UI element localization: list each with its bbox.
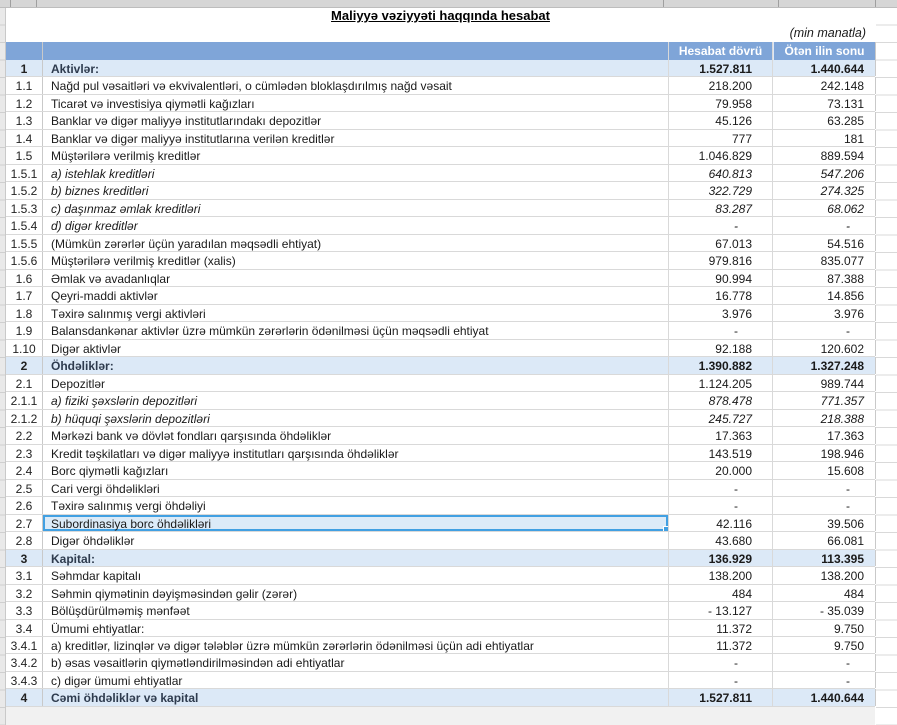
table-row[interactable] (6, 550, 875, 567)
row-period-value-cell[interactable]: 218.200 (669, 77, 773, 93)
row-label-text: Cəmi öhdəliklər və kapital (51, 691, 199, 706)
table-row[interactable] (6, 445, 875, 462)
row-number-cell[interactable]: 1.5.2 (6, 182, 43, 198)
row-label-cell[interactable] (43, 410, 669, 426)
row-number-cell[interactable]: 1.5.6 (6, 252, 43, 268)
row-label-text: a) istehlak kreditləri (51, 166, 155, 181)
row-label-cell[interactable] (43, 130, 669, 146)
row-period-value-cell[interactable]: - (669, 217, 773, 233)
row-label-cell[interactable] (43, 375, 669, 391)
table-row[interactable] (6, 532, 875, 549)
table-row[interactable] (6, 602, 875, 619)
row-label-text: Bölüşdürülməmiş mənfəət (51, 604, 190, 619)
area-below-table (6, 707, 875, 725)
row-period-value-cell[interactable]: 79.958 (669, 95, 773, 111)
row-prior-value-cell[interactable]: - (773, 217, 876, 233)
row-label-text: Digər öhdəliklər (51, 534, 135, 549)
table-row[interactable] (6, 112, 875, 129)
row-prior-value-cell[interactable]: 835.077 (773, 252, 876, 268)
row-label-cell[interactable] (43, 480, 669, 496)
row-prior-value-cell[interactable]: 73.131 (773, 95, 876, 111)
row-period-value-cell[interactable]: 83.287 (669, 200, 773, 216)
row-period-value-cell[interactable]: 1.046.829 (669, 147, 773, 163)
table-row[interactable] (6, 497, 875, 514)
table-row[interactable] (6, 357, 875, 374)
row-number-cell[interactable]: 2.6 (6, 497, 43, 513)
row-prior-value-cell[interactable]: 39.506 (773, 515, 876, 531)
row-label-text: a) kreditlər, lizinqlər və digər tələblər üzrə mümkün zərərlərin ödənilməsi üçün adi ehtiyatlar (51, 638, 534, 653)
row-prior-value-cell[interactable]: - 35.039 (773, 602, 876, 618)
row-number-cell[interactable]: 1.9 (6, 322, 43, 338)
row-label-text: (Mümkün zərərlər üçün yaradılan məqsədli ehtiyat) (51, 236, 322, 251)
row-label-text: Cari vergi öhdəlikləri (51, 481, 160, 496)
row-prior-value-cell[interactable]: 9.750 (773, 620, 876, 636)
row-label-cell[interactable] (43, 287, 669, 303)
table-row[interactable] (6, 217, 875, 234)
row-prior-value-cell[interactable]: 63.285 (773, 112, 876, 128)
row-label-cell[interactable] (43, 427, 669, 443)
row-number-cell[interactable]: 2.1.2 (6, 410, 43, 426)
row-label-cell[interactable] (43, 112, 669, 128)
row-label-cell[interactable] (43, 654, 669, 670)
row-label-cell[interactable] (43, 550, 669, 566)
row-prior-value-cell[interactable]: 87.388 (773, 270, 876, 286)
report-title (6, 7, 875, 24)
row-period-value-cell[interactable]: 484 (669, 585, 773, 601)
table-row[interactable] (6, 77, 875, 94)
table-row[interactable] (6, 462, 875, 479)
row-label-text: Subordinasiya borc öhdəlikləri (51, 516, 212, 531)
row-number-cell[interactable]: 1.5.1 (6, 165, 43, 181)
row-label-text: Müştərilərə verilmiş kreditlər (xalis) (51, 254, 236, 269)
table-row[interactable] (6, 270, 875, 287)
row-label-cell[interactable] (43, 567, 669, 583)
row-label-cell[interactable] (43, 532, 669, 548)
row-period-value-cell[interactable]: 1.527.811 (669, 60, 773, 76)
row-label-text: Aktivlər: (51, 62, 100, 76)
row-number-cell[interactable]: 2 (6, 357, 43, 373)
row-label-cell[interactable] (43, 689, 669, 705)
row-prior-value-cell[interactable]: 3.976 (773, 305, 876, 321)
row-period-value-cell[interactable]: 11.372 (669, 637, 773, 653)
row-number-cell[interactable]: 2.1.1 (6, 392, 43, 408)
row-period-value-cell[interactable]: 1.390.882 (669, 357, 773, 373)
table-row[interactable] (6, 340, 875, 357)
row-period-value-cell[interactable]: 322.729 (669, 182, 773, 198)
row-label-cell[interactable] (43, 672, 669, 688)
row-prior-value-cell[interactable]: 218.388 (773, 410, 876, 426)
row-number-cell[interactable]: 1.5.3 (6, 200, 43, 216)
table-row[interactable] (6, 567, 875, 584)
row-label-cell[interactable] (43, 217, 669, 233)
table-row[interactable] (6, 60, 875, 77)
row-period-value-cell[interactable]: - (669, 654, 773, 670)
row-prior-value-cell[interactable]: 138.200 (773, 567, 876, 583)
table-row[interactable] (6, 689, 875, 706)
row-period-value-cell[interactable]: 640.813 (669, 165, 773, 181)
row-label-text: Depozitlər (51, 376, 106, 391)
row-label-cell[interactable] (43, 340, 669, 356)
row-label-cell[interactable] (43, 252, 669, 268)
row-label-cell[interactable] (43, 60, 669, 76)
row-number-cell[interactable]: 3.4 (6, 620, 43, 636)
row-period-value-cell[interactable]: - (669, 672, 773, 688)
row-period-value-cell[interactable]: 16.778 (669, 287, 773, 303)
row-number-cell[interactable]: 1.2 (6, 95, 43, 111)
row-prior-value-cell[interactable]: 1.440.644 (773, 60, 876, 76)
row-number-cell[interactable]: 3.3 (6, 602, 43, 618)
table-row[interactable] (6, 95, 875, 112)
row-number-cell[interactable]: 1.8 (6, 305, 43, 321)
row-number-cell[interactable]: 3.4.1 (6, 637, 43, 653)
row-prior-value-cell[interactable]: 1.327.248 (773, 357, 876, 373)
row-period-value-cell[interactable]: - 13.127 (669, 602, 773, 618)
row-label-text: Kapital: (51, 551, 96, 566)
row-period-value-cell[interactable]: 45.126 (669, 112, 773, 128)
table-row[interactable] (6, 375, 875, 392)
row-label-text: Əmlak və avadanlıqlar (51, 271, 171, 286)
row-prior-value-cell[interactable]: 68.062 (773, 200, 876, 216)
row-label-cell[interactable] (43, 95, 669, 111)
row-number-cell[interactable]: 1.4 (6, 130, 43, 146)
row-number-cell[interactable]: 1.1 (6, 77, 43, 93)
row-label-text: Qeyri-maddi aktivlər (51, 289, 158, 304)
table-row[interactable] (6, 410, 875, 427)
row-prior-value-cell[interactable]: 17.363 (773, 427, 876, 443)
row-period-value-cell[interactable]: 67.013 (669, 235, 773, 251)
row-label-text: Müştərilərə verilmiş kreditlər (51, 149, 201, 164)
row-label-text: Səhmdar kapitalı (51, 569, 142, 584)
empty-right-column[interactable] (876, 8, 897, 725)
row-number-cell[interactable]: 1.7 (6, 287, 43, 303)
row-prior-value-cell[interactable]: 181 (773, 130, 876, 146)
row-label-cell[interactable] (43, 200, 669, 216)
row-period-value-cell[interactable]: - (669, 322, 773, 338)
unit-note-row (6, 24, 866, 42)
header-number-cell[interactable] (6, 42, 43, 60)
row-number-cell[interactable]: 3 (6, 550, 43, 566)
row-label-cell[interactable] (43, 620, 669, 636)
row-period-value-cell[interactable]: 143.519 (669, 445, 773, 461)
header-label-cell[interactable] (43, 42, 669, 60)
row-prior-value-cell[interactable]: - (773, 672, 876, 688)
row-label-cell[interactable] (43, 602, 669, 618)
row-number-cell[interactable]: 1.5 (6, 147, 43, 163)
table-row[interactable] (6, 252, 875, 269)
row-prior-value-cell[interactable]: 198.946 (773, 445, 876, 461)
row-prior-value-cell[interactable]: 1.440.644 (773, 689, 876, 705)
row-label-text: Öhdəliklər: (51, 359, 114, 374)
row-number-cell[interactable]: 3.2 (6, 585, 43, 601)
row-label-cell[interactable] (43, 585, 669, 601)
row-prior-value-cell[interactable]: 9.750 (773, 637, 876, 653)
row-period-value-cell[interactable]: 20.000 (669, 462, 773, 478)
row-label-text: Mərkəzi bank və dövlət fondları qarşısında öhdəliklər (51, 429, 332, 444)
row-label-cell[interactable] (43, 305, 669, 321)
row-prior-value-cell[interactable]: - (773, 654, 876, 670)
row-number-cell[interactable]: 1.5.4 (6, 217, 43, 233)
row-label-text: Borc qiymətli kağızları (51, 464, 169, 479)
row-number-cell[interactable]: 3.4.3 (6, 672, 43, 688)
row-prior-value-cell[interactable]: 15.608 (773, 462, 876, 478)
row-prior-value-cell[interactable]: 771.357 (773, 392, 876, 408)
row-label-cell[interactable] (43, 445, 669, 461)
row-label-cell[interactable] (43, 462, 669, 478)
table-row[interactable] (6, 672, 875, 689)
row-label-cell[interactable] (43, 497, 669, 513)
row-period-value-cell[interactable]: - (669, 497, 773, 513)
row-label-text: a) fiziki şəxslərin depozitləri (51, 394, 198, 409)
row-period-value-cell[interactable]: - (669, 480, 773, 496)
table-row[interactable] (6, 392, 875, 409)
row-prior-value-cell[interactable]: 547.206 (773, 165, 876, 181)
row-label-text: b) biznes kreditləri (51, 184, 149, 199)
row-number-cell[interactable]: 2.7 (6, 515, 43, 531)
row-prior-value-cell[interactable]: - (773, 480, 876, 496)
report-title-text: Maliyyə vəziyyəti haqqında hesabat (331, 8, 550, 23)
row-label-cell[interactable] (43, 637, 669, 653)
row-number-cell[interactable]: 2.3 (6, 445, 43, 461)
row-number-cell[interactable]: 2.8 (6, 532, 43, 548)
row-number-cell[interactable]: 1 (6, 60, 43, 76)
table-row[interactable] (6, 287, 875, 304)
table-row[interactable] (6, 427, 875, 444)
row-prior-value-cell[interactable]: - (773, 322, 876, 338)
row-prior-value-cell[interactable]: 54.516 (773, 235, 876, 251)
row-label-text: b) əsas vəsaitlərin qiymətləndirilməsindən adi ehtiyatlar (51, 656, 345, 671)
row-label-text: Təxirə salınmış vergi aktivləri (51, 306, 206, 321)
row-period-value-cell[interactable]: 979.816 (669, 252, 773, 268)
table-row[interactable] (6, 147, 875, 164)
row-prior-value-cell[interactable]: 242.148 (773, 77, 876, 93)
column-header-prior[interactable]: Ötən ilin sonu (773, 42, 876, 60)
row-label-cell[interactable] (43, 322, 669, 338)
row-label-text: c) digər ümumi ehtiyatlar (51, 673, 183, 688)
row-number-cell[interactable]: 3.4.2 (6, 654, 43, 670)
row-period-value-cell[interactable]: 245.727 (669, 410, 773, 426)
table-row[interactable] (6, 165, 875, 182)
row-label-text: Ticarət və investisiya qiymətli kağızları (51, 96, 255, 111)
row-period-value-cell[interactable]: 1.527.811 (669, 689, 773, 705)
row-period-value-cell[interactable]: 136.929 (669, 550, 773, 566)
row-period-value-cell[interactable]: 90.994 (669, 270, 773, 286)
row-number-cell[interactable]: 2.1 (6, 375, 43, 391)
row-period-value-cell[interactable]: 3.976 (669, 305, 773, 321)
row-number-cell[interactable]: 2.2 (6, 427, 43, 443)
row-label-cell[interactable] (43, 77, 669, 93)
table-header (6, 42, 875, 60)
row-label-cell[interactable] (43, 515, 669, 531)
row-label-cell[interactable] (43, 182, 669, 198)
row-number-cell[interactable]: 1.3 (6, 112, 43, 128)
row-label-text: Səhmin qiymətinin dəyişməsindən gəlir (zərər) (51, 586, 298, 601)
row-label-cell[interactable] (43, 235, 669, 251)
table-row[interactable] (6, 637, 875, 654)
row-label-text: c) daşınmaz əmlak kreditləri (51, 201, 201, 216)
table-row[interactable] (6, 585, 875, 602)
row-label-text: Ümumi ehtiyatlar: (51, 621, 145, 636)
table-row[interactable] (6, 200, 875, 217)
row-prior-value-cell[interactable]: 274.325 (773, 182, 876, 198)
row-label-text: Təxirə salınmış vergi öhdəliyi (51, 499, 206, 514)
selection-fill-handle[interactable] (663, 526, 669, 531)
row-period-value-cell[interactable]: 42.116 (669, 515, 773, 531)
row-period-value-cell[interactable]: 1.124.205 (669, 375, 773, 391)
row-period-value-cell[interactable]: 92.188 (669, 340, 773, 356)
row-period-value-cell[interactable]: 17.363 (669, 427, 773, 443)
unit-note: (min manatla) (789, 26, 866, 40)
row-prior-value-cell[interactable]: 484 (773, 585, 876, 601)
table-row[interactable] (6, 515, 875, 532)
row-period-value-cell[interactable]: 878.478 (669, 392, 773, 408)
table-body (6, 60, 875, 707)
row-label-cell[interactable] (43, 147, 669, 163)
row-number-cell[interactable]: 3.1 (6, 567, 43, 583)
row-number-cell[interactable]: 1.6 (6, 270, 43, 286)
row-prior-value-cell[interactable]: 889.594 (773, 147, 876, 163)
row-label-text: Banklar və digər maliyyə institutlarına verilən kreditlər (51, 131, 335, 146)
row-label-text: Digər aktivlər (51, 341, 122, 356)
row-prior-value-cell[interactable]: 14.856 (773, 287, 876, 303)
row-label-text: Kredit təşkilatları və digər maliyyə institutları qarşısında öhdəliklər (51, 446, 399, 461)
table-row[interactable] (6, 235, 875, 252)
row-label-text: Balansdankənar aktivlər üzrə mümkün zərərlərin ödənilməsi üçün məqsədli ehtiyat (51, 324, 489, 339)
row-prior-value-cell[interactable]: 113.395 (773, 550, 876, 566)
row-number-cell[interactable]: 1.5.5 (6, 235, 43, 251)
table-row[interactable] (6, 480, 875, 497)
row-period-value-cell[interactable]: 777 (669, 130, 773, 146)
row-label-text: Banklar və digər maliyyə institutlarındakı depozitlər (51, 114, 322, 129)
row-number-cell[interactable]: 2.4 (6, 462, 43, 478)
row-prior-value-cell[interactable]: 66.081 (773, 532, 876, 548)
table-row[interactable] (6, 130, 875, 147)
row-label-cell[interactable] (43, 357, 669, 373)
row-number-cell[interactable]: 2.5 (6, 480, 43, 496)
table-row[interactable] (6, 322, 875, 339)
row-prior-value-cell[interactable]: 120.602 (773, 340, 876, 356)
table-row[interactable] (6, 654, 875, 671)
row-number-cell[interactable]: 1.10 (6, 340, 43, 356)
table-row[interactable] (6, 182, 875, 199)
row-period-value-cell[interactable]: 43.680 (669, 532, 773, 548)
row-label-cell[interactable] (43, 165, 669, 181)
row-number-cell[interactable]: 4 (6, 689, 43, 705)
row-prior-value-cell[interactable]: - (773, 497, 876, 513)
row-label-text: b) hüquqi şəxslərin depozitləri (51, 411, 210, 426)
row-period-value-cell[interactable]: 11.372 (669, 620, 773, 636)
row-label-text: d) digər kreditlər (51, 219, 138, 234)
table-row[interactable] (6, 620, 875, 637)
row-label-cell[interactable] (43, 392, 669, 408)
row-prior-value-cell[interactable]: 989.744 (773, 375, 876, 391)
row-label-text: Nağd pul vəsaitləri və ekvivalentləri, o cümlədən bloklaşdırılmış nağd vəsait (51, 79, 452, 94)
row-period-value-cell[interactable]: 138.200 (669, 567, 773, 583)
table-row[interactable] (6, 305, 875, 322)
row-label-cell[interactable] (43, 270, 669, 286)
column-header-period[interactable]: Hesabat dövrü (669, 42, 773, 60)
